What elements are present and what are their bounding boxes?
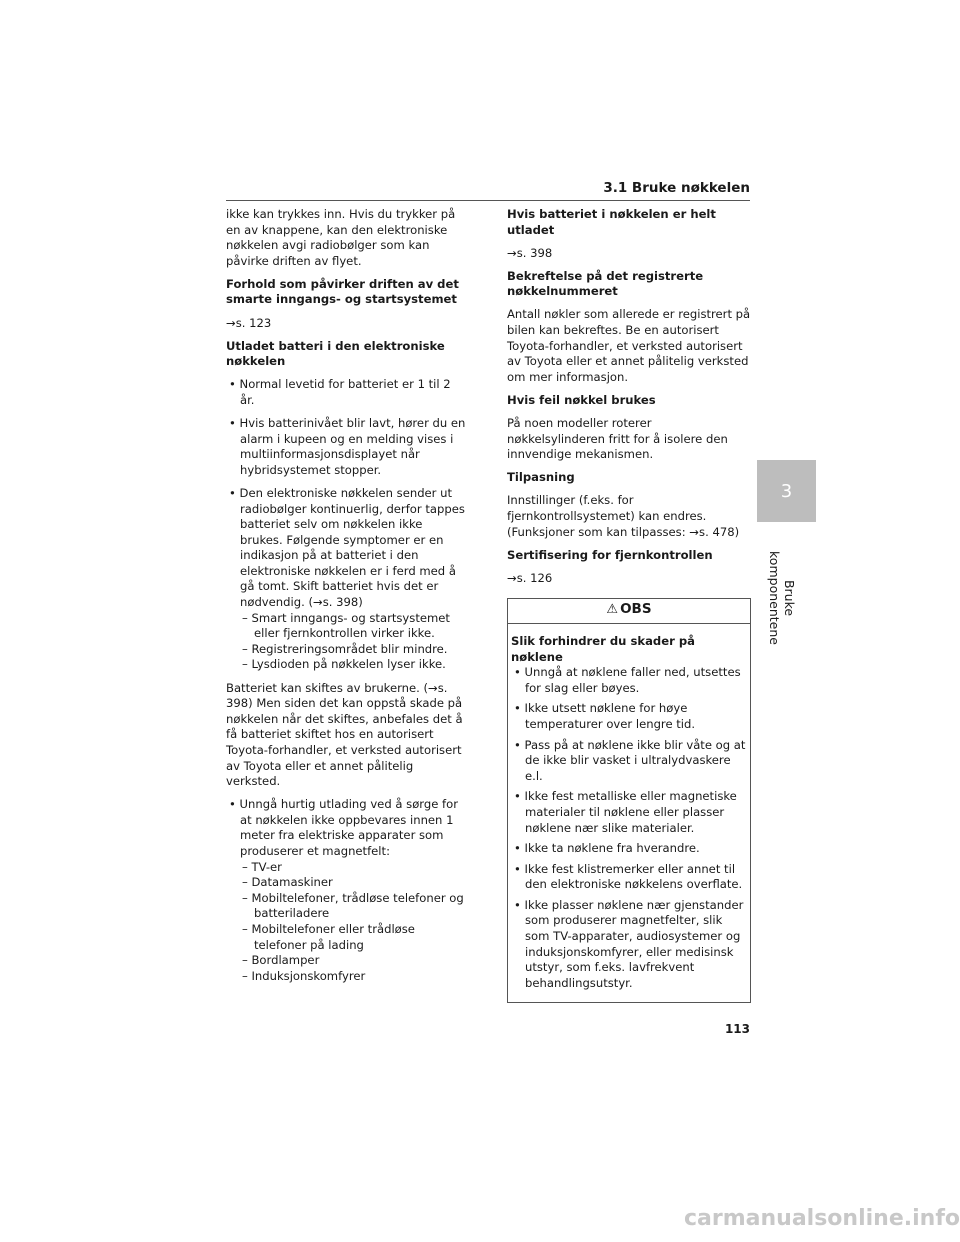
watermark: carmanualsonline.info <box>684 1206 960 1231</box>
chapter-number: 3 <box>780 480 793 502</box>
caution-label: OBS <box>620 601 652 618</box>
caution-item: • Ikke fest metalliske eller magnetiske materialer til nøklene eller plasser nøklene nær slike materialer. <box>514 789 737 835</box>
paragraph: Antall nøkler som allerede er registrert på bilen kan bekreftes. Be en autorisert Toyota-forhandler, et verksted autorisert av Toyota eller et annet pålitelig verksted om mer informasjon. <box>507 307 751 384</box>
page-reference: →s. 126 <box>507 570 553 585</box>
chapter-side-label: Bruke komponentene <box>767 551 797 645</box>
bullet-item: • Unngå hurtig utlading ved å sørge for at nøkkelen ikke oppbevares innen 1 meter fra elektriske apparater som produserer et magnetfelt: <box>229 797 458 858</box>
subheading: Forhold som påvirker driften av det smarte inngangs- og startsystemet <box>226 276 459 307</box>
page-reference: →s. 123 <box>226 315 272 330</box>
sub-item: – TV-er <box>242 859 282 874</box>
sub-item: – Datamaskiner <box>242 875 333 890</box>
chapter-tab <box>757 460 816 522</box>
caution-body <box>508 624 750 991</box>
left-column <box>226 207 468 984</box>
subheading: Utladet batteri i den elektroniske nøkkelen <box>226 338 445 369</box>
caution-item: • Pass på at nøklene ikke blir våte og at de ikke blir vasket i ultralydvaskere e.l. <box>514 737 746 783</box>
caution-title: Slik forhindrer du skader på nøklene <box>511 633 695 664</box>
sub-item: – Induksjonskomfyrer <box>242 968 366 983</box>
sub-item: – Mobiltelefoner eller trådløse telefoner på lading <box>242 921 415 952</box>
sub-item: – Smart inngangs- og startsystemet eller fjernkontrollen virker ikke. <box>242 610 450 641</box>
subheading: Hvis batteriet i nøkkelen er helt utladet <box>507 207 716 237</box>
paragraph: På noen modeller roterer nøkkelsylinderen fritt for å isolere den innvendige mekanismen. <box>507 416 728 462</box>
sub-item: – Bordlamper <box>242 953 320 968</box>
subheading: Hvis feil nøkkel brukes <box>507 392 656 407</box>
caution-item: • Ikke plasser nøklene nær gjenstander som produserer magnetfelter, slik som TV-apparater, audiosystemer og induksjonskomfyrer, eller medisinsk utstyr, som f.eks. lavfrekvent behandlingsutstyr. <box>514 897 744 990</box>
caution-header <box>508 599 750 624</box>
subheading: Sertifisering for fjernkontrollen <box>507 547 713 562</box>
sub-item: – Mobiltelefoner, trådløse telefoner og batteriladere <box>242 890 464 921</box>
sub-item: – Lysdioden på nøkkelen lyser ikke. <box>242 657 446 672</box>
caution-item: • Ikke utsett nøklene for høye temperaturer over lengre tid. <box>514 701 696 731</box>
caution-item: • Ikke ta nøklene fra hverandre. <box>514 841 700 856</box>
page-number: 113 <box>724 1022 750 1036</box>
subheading: Tilpasning <box>507 470 575 485</box>
paragraph: ikke kan trykkes inn. Hvis du trykker på en av knappene, kan den elektroniske nøkkelen avgi radiobølger som kan påvirke driften av flyet. <box>226 207 456 268</box>
paragraph: Batteriet kan skiftes av brukerne. (→s. 398) Men siden det kan oppstå skade på nøkkelen når det skiftes, anbefales det å få batteriet skiftet hos en autorisert Toyota-forhandler, et verksted autorisert av Toyota eller et annet pålitelig verksted. <box>226 680 463 789</box>
caution-item: • Unngå at nøklene faller ned, utsettes for slag eller bøyes. <box>514 665 741 695</box>
subheading: Bekreftelse på det registrerte nøkkelnummeret <box>507 268 704 299</box>
warning-icon: ⚠ <box>606 602 619 618</box>
right-column <box>507 207 751 1003</box>
sub-item: – Registreringsområdet blir mindre. <box>242 641 448 656</box>
bullet-item: • Normal levetid for batteriet er 1 til 2 år. <box>229 377 451 407</box>
caution-item: • Ikke fest klistremerker eller annet til den elektroniske nøkkelens overflate. <box>514 861 743 892</box>
section-header: 3.1 Bruke nøkkelen <box>226 180 750 201</box>
bullet-item: • Den elektroniske nøkkelen sender ut radiobølger kontinuerlig, derfor tappes batteriet selv om nøkkelen ikke brukes. Følgende symptomer er en indikasjon på at batteriet i den elektroniske nøkkelen er i ferd med å gå tomt. Skift batteriet hvis det er nødvendig. (→s. 398) <box>229 485 465 610</box>
page-reference: →s. 398 <box>507 245 553 260</box>
caution-box <box>507 598 751 1003</box>
bullet-item: • Hvis batterinivået blir lavt, hører du en alarm i kupeen og en melding vises i multiinformasjonsdisplayet når hybridsystemet stopper. <box>229 416 466 477</box>
paragraph: Innstillinger (f.eks. for fjernkontrollsystemet) kan endres. (Funksjoner som kan tilpasses: →s. 478) <box>507 493 740 539</box>
